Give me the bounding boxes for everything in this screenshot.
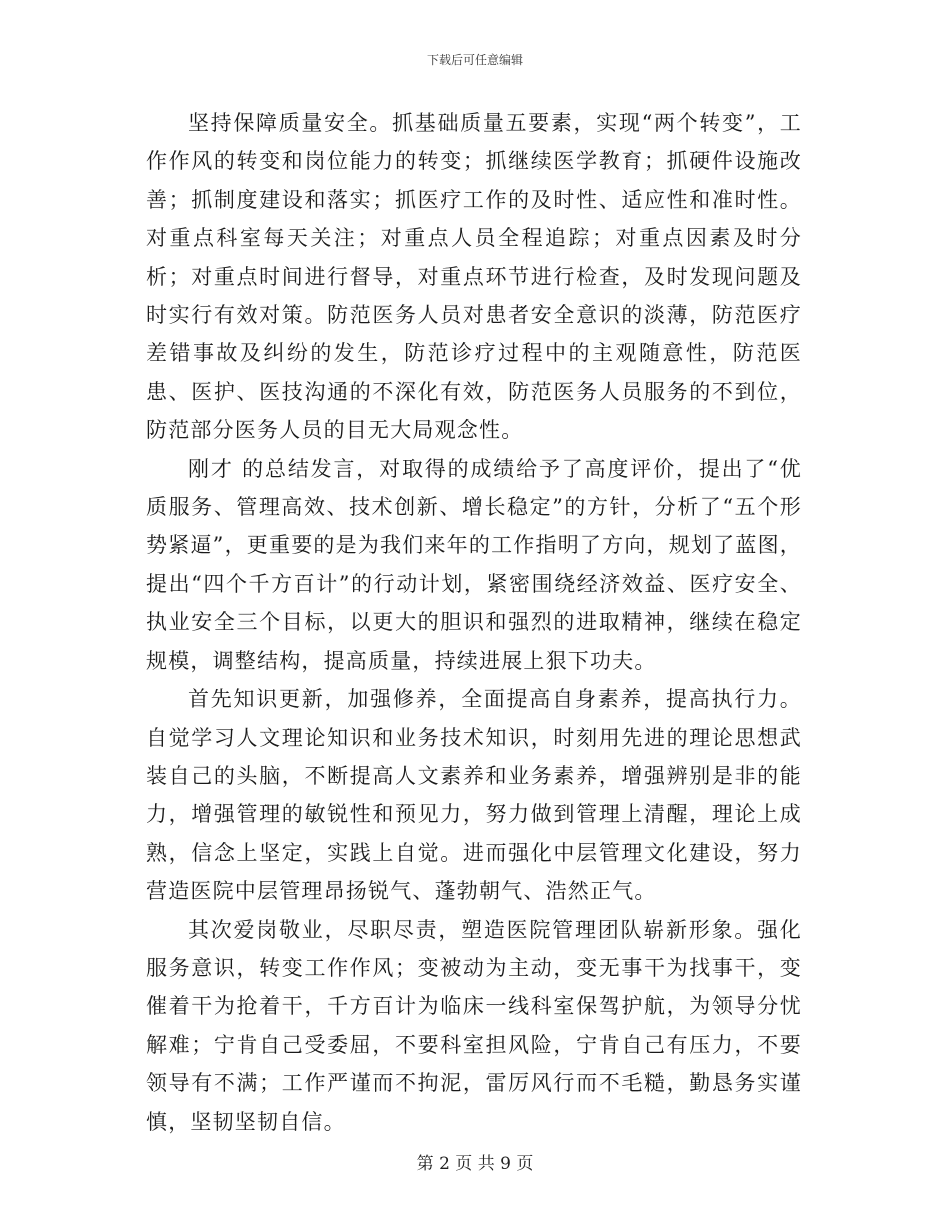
paragraph-knowledge-update: 首先知识更新，加强修养，全面提高自身素养，提高执行力。自觉学习人文理论知识和业务技术知识，时刻用先进的理论思想武装自己的头脑，不断提高人文素养和业务素养，增强辨别是非的能力，增强管理的敏锐性和预见力，努力做到管理上清醒，理论上成熟，信念上坚定，实践上自觉。进而强化中层管理文化建设，努力营造医院中层管理昂扬锐气、蓬勃朝气、浩然正气。	[146, 687, 802, 904]
page-number-footer: 第 2 页 共 9 页	[416, 1154, 534, 1174]
paragraph-quality-safety: 坚持保障质量安全。抓基础质量五要素，实现“两个转变”，工作作风的转变和岗位能力的转变；抓继续医学教育；抓硬件设施改善；抓制度建设和落实；抓医疗工作的及时性、适应性和准时性。对重点科室每天关注；对重点人员全程追踪；对重点因素及时分析；对重点时间进行督导，对重点环节进行检查，及时发现问题及时实行有效对策。防范医务人员对患者安全意识的淡薄，防范医疗差错事故及纠纷的发生，防范诊疗过程中的主观随意性，防范医患、医护、医技沟通的不深化有效，防范医务人员服务的不到位，防范部分医务人员的目无大局观念性。	[146, 111, 802, 443]
paragraph-summary-speech: 刚才 的总结发言，对取得的成绩给予了高度评价，提出了“优质服务、管理高效、技术创新、增长稳定”的方针，分析了“五个形势紧逼”，更重要的是为我们来年的工作指明了方向，规划了蓝图，提出“四个千方百计”的行动计划，紧密围绕经济效益、医疗安全、执业安全三个目标，以更大的胆识和强烈的进取精神，继续在稳定规模，调整结构，提高质量，持续进展上狠下功夫。	[146, 456, 802, 673]
page-header: 下载后可任意编辑	[426, 53, 523, 67]
document-body	[146, 104, 802, 1141]
paragraph-dedication: 其次爱岗敬业，尽职尽责，塑造医院管理团队崭新形象。强化服务意识，转变工作作风；变被动为主动，变无事干为找事干，变催着干为抢着干，千方百计为临床一线科室保驾护航，为领导分忧解难；宁肯自己受委屈，不要科室担风险，宁肯自己有压力，不要领导有不满；工作严谨而不拘泥，雷厉风行而不毛糙，勤恳务实谨慎，坚韧坚韧自信。	[146, 917, 802, 1134]
